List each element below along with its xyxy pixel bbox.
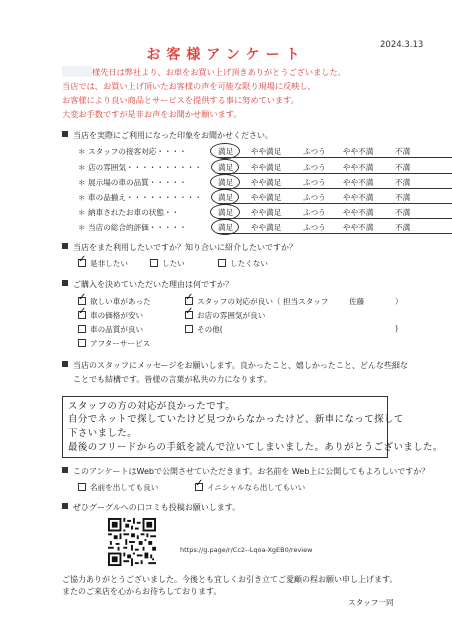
- selection-circle: [210, 204, 240, 220]
- row-underline: [217, 173, 452, 174]
- intro-line-2: 当店では、お買い上げ頂いたお客様の声を可能な限り現場に反映し、: [62, 81, 316, 91]
- q4-question-2: ことでも結構です。皆様の言葉が私共の力になります。: [73, 375, 272, 384]
- intro-line-3: お客様により良い商品とサービスを提供する事に努めています。: [62, 95, 299, 105]
- qr-code-icon[interactable]: [108, 518, 156, 566]
- selection-circle: [210, 174, 240, 190]
- section-bullet-icon: [62, 467, 68, 473]
- review-url-link[interactable]: https://g.page/r/Cc2--Lqoa-XgEB0/review: [180, 546, 313, 554]
- checkbox-checked-icon[interactable]: [185, 297, 193, 305]
- checkbox-checked-icon[interactable]: [185, 311, 193, 319]
- checkbox-icon[interactable]: [78, 325, 86, 333]
- selection-circle: [211, 159, 239, 175]
- row-underline: [217, 157, 452, 158]
- q3-option-2[interactable]: ✓ スタッフの対応が良い（ 担当スタッフ: [185, 296, 329, 307]
- section-bullet-icon: [62, 131, 68, 137]
- row-underline: [217, 188, 452, 189]
- staff-name: 佐藤: [349, 297, 365, 306]
- q5-option-2[interactable]: ✓ イニシャルなら出してもいい: [195, 482, 305, 493]
- q2-question: 当店をまた利用したいですか？知り合いに紹介したいですか？: [62, 242, 297, 253]
- paren-close: ）: [395, 297, 403, 306]
- checkbox-icon[interactable]: [185, 325, 193, 333]
- checkbox-checked-icon[interactable]: [78, 259, 86, 267]
- message-line-4: 最後のフリードからの手紙を読んで泣いてしまいました。ありがとうございました。: [68, 442, 443, 453]
- checkbox-checked-icon[interactable]: [195, 483, 203, 491]
- intro-line-1: 様先日は弊社より、お車をお買い上げ頂きありがとうございました。: [92, 67, 346, 77]
- q1-question: 当店を実際にご利用になった印象をお聞かせください。: [62, 130, 273, 141]
- q2-option-3[interactable]: したくない: [218, 258, 268, 269]
- message-line-3: 下さいました。: [68, 428, 138, 439]
- footer-line-2: またのご来店を心からお待ちしております。: [62, 587, 222, 596]
- section-bullet-icon: [62, 361, 68, 367]
- q3-option-3[interactable]: ✓車の価格が安い: [78, 310, 143, 321]
- signature: スタッフ一同: [348, 598, 394, 607]
- checkbox-icon[interactable]: [78, 339, 86, 347]
- q5-option-1[interactable]: 名前を出しても良い: [78, 482, 158, 493]
- q5-question: このアンケートはWebで公開させていただきます。お名前を Web上に公開してもよろしいですか？: [62, 466, 429, 477]
- checkbox-checked-icon[interactable]: [78, 311, 86, 319]
- q3-option-7[interactable]: アフターサービス: [78, 338, 150, 349]
- q3-option-5[interactable]: 車の品質が良い: [78, 324, 143, 335]
- message-line-1: スタッフの方の対応が良かったです。: [68, 401, 236, 412]
- footer-line-1: ご協力ありがとうございました。今後とも宜しくお引き立てご愛顧の程お願い申し上げます。: [62, 575, 398, 584]
- q6-question: ぜひグーグルへの口コミも投稿お願いします。: [62, 502, 240, 513]
- row-underline: [217, 218, 452, 219]
- q4-question: 当店のスタッフにメッセージをお願いします。良かったこと、嬉しかったこと、どんな些細な: [62, 360, 408, 371]
- row-underline: [217, 233, 452, 234]
- survey-date: 2024.3.13: [380, 40, 424, 50]
- checkbox-icon[interactable]: [150, 259, 158, 267]
- q2-option-1[interactable]: ✓是非したい: [78, 258, 128, 269]
- other-paren-close: ): [395, 324, 398, 333]
- q3-option-4[interactable]: ✓ お店の雰囲気が良い: [185, 310, 265, 321]
- q3-option-1[interactable]: ✓欲しい車があった: [78, 296, 151, 307]
- selection-circle: [211, 189, 239, 205]
- q3-option-6[interactable]: その他(: [185, 324, 223, 335]
- section-bullet-icon: [62, 503, 68, 509]
- checkbox-checked-icon[interactable]: [78, 297, 86, 305]
- row-underline: [217, 203, 452, 204]
- intro-line-4: 大変お手数ですが是非お声をお聞かせ願います。: [62, 109, 242, 119]
- message-line-2: 自分でネットで探していたけど見つからなかったけど、新車になって探して: [68, 414, 404, 425]
- q3-question: ご購入を決めていただいた理由は何ですか？: [62, 279, 233, 290]
- checkbox-icon[interactable]: [218, 259, 226, 267]
- q2-option-2[interactable]: したい: [150, 258, 185, 269]
- selection-circle: [211, 219, 239, 235]
- page-title: お客様アンケート: [146, 47, 306, 63]
- section-bullet-icon: [62, 280, 68, 286]
- section-bullet-icon: [62, 243, 68, 249]
- selection-circle: [210, 143, 240, 159]
- checkbox-icon[interactable]: [78, 483, 86, 491]
- customer-name-blank: [62, 66, 92, 77]
